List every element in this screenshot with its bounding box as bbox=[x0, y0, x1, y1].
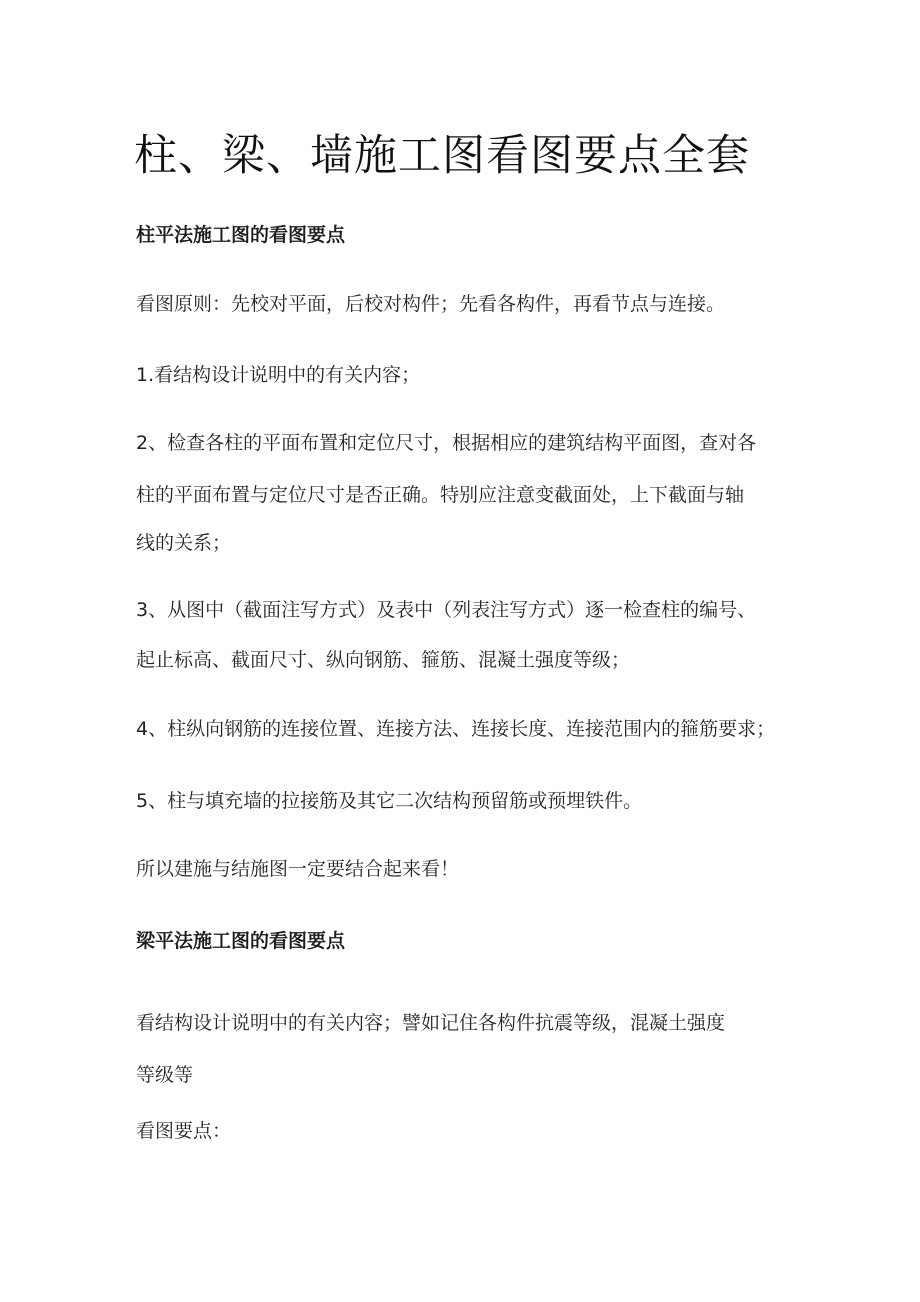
document-title: 柱、梁、墙施工图看图要点全套 bbox=[134, 131, 750, 181]
column-item-5: 5、柱与填充墙的拉接筋及其它二次结构预留筋或预埋铁件。 bbox=[136, 790, 643, 812]
beam-intro-line-2: 等级等 bbox=[136, 1064, 194, 1086]
column-item-3-line-2: 起止标高、截面尺寸、纵向钢筋、箍筋、混凝土强度等级； bbox=[136, 649, 631, 671]
column-item-2-line-2: 柱的平面布置与定位尺寸是否正确。特别应注意变截面处，上下截面与轴 bbox=[136, 484, 745, 506]
column-principle-text: 看图原则：先校对平面，后校对构件；先看各构件，再看节点与连接。 bbox=[136, 293, 726, 315]
column-section-heading: 柱平法施工图的看图要点 bbox=[136, 224, 346, 246]
column-item-4: 4、柱纵向钢筋的连接位置、连接方法、连接长度、连接范围内的箍筋要求； bbox=[136, 718, 776, 740]
beam-points-label: 看图要点： bbox=[136, 1120, 232, 1142]
column-conclusion: 所以建施与结施图一定要结合起来看！ bbox=[136, 858, 460, 880]
column-item-3-line-1: 3、从图中（截面注写方式）及表中（列表注写方式）逐一检查柱的编号、 bbox=[136, 599, 757, 621]
column-item-2-line-3: 线的关系； bbox=[136, 532, 232, 554]
column-item-1: 1.看结构设计说明中的有关内容； bbox=[136, 364, 421, 386]
beam-section-heading: 梁平法施工图的看图要点 bbox=[136, 930, 346, 952]
beam-intro-line-1: 看结构设计说明中的有关内容；譬如记住各构件抗震等级，混凝土强度 bbox=[136, 1012, 726, 1034]
column-item-2-line-1: 2、检查各柱的平面布置和定位尺寸，根据相应的建筑结构平面图，查对各 bbox=[136, 432, 757, 454]
